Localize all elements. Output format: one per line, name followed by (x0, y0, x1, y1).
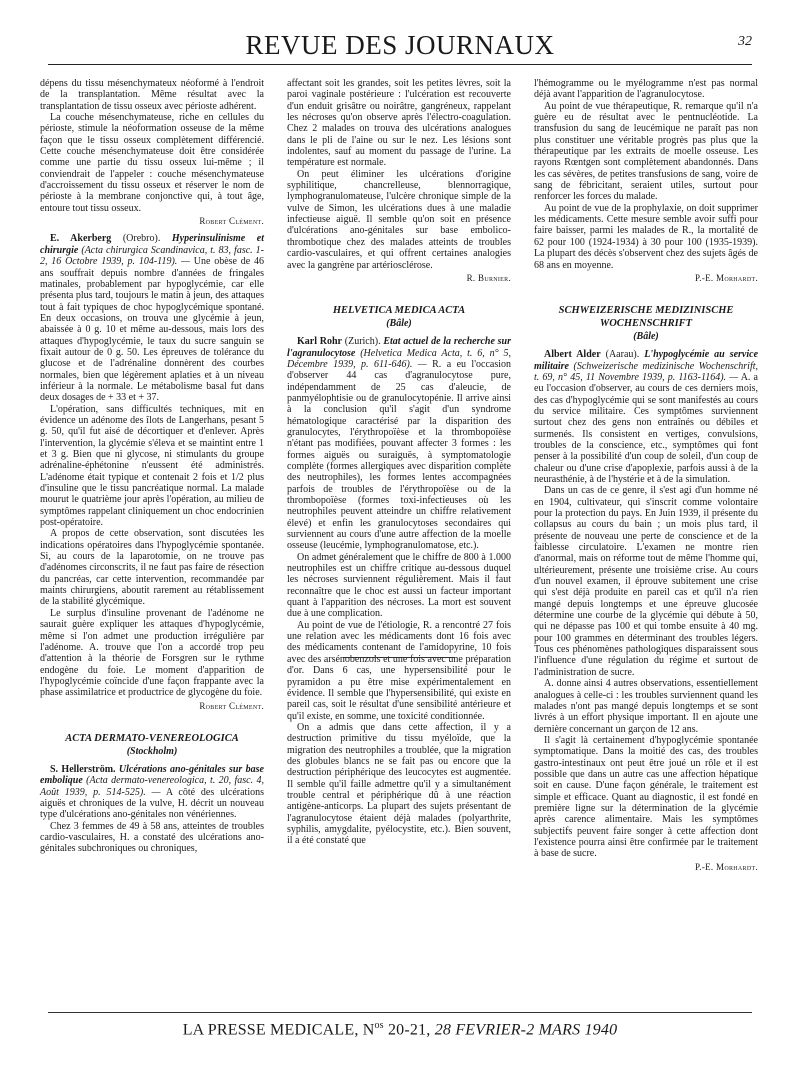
paragraph: Au point de vue de la prophylaxie, on doit supprimer les médicaments. Cette mesure semble avoir suffi pour faire baisser, parmi les malades de R., la mortalité de 62 pour 100 (1924-1934) à 30 pour 100 (1935-1939). La plupart des décès s'observent chez des sujets âgés de 68 ans en moyenne. (534, 202, 758, 271)
article-reference: (Helvetica Medica Acta, t. 6, n° 5, Décembre 1939, p. 611-646). — (287, 347, 511, 370)
article-reference: (Schweizerische medizinische Wochenschrift, t. 69, n° 45, 11 Novembre 1939, p. 1163-1164). — (534, 360, 758, 383)
section-title: ACTA DERMATO-VENEREOLOGICA (65, 732, 239, 744)
footer-rule (48, 1012, 752, 1013)
paragraph: Au point de vue thérapeutique, R. remarque qu'il n'a guère eu de résultat avec le pentnucléotide. La transfusion du sang de leucémique ne paraît pas non plus constituer une véritable progrès pas plus que la thérapeutique par les extraits de moelle osseuse. Les rayons Rœntgen sont complètement abandonnés. Dans les cas sévères, de petites transfusions de sang, voire de sang de fébricitant, seraient utiles, surtout pour renforcer les forces du malade. (534, 100, 758, 203)
article-text: A. a eu l'occasion d'observer, au cours de ces derniers mois, des cas d'hypoglycémie qui se sont manifestés au cours du service militaire. Ces symptômes surviennent surtout chez des gens non entraînés ou débiles et surmenés. Ils consistent en vertiges, convulsions, troubles de la conscience, etc., symptômes qui font penser à la possibilité d'un coup de soleil, d'un coup de chaleur ou d'une crise d'apoplexie, parfois aussi à de la neurasthénie, à de l'hystérie et à de la simulation. (534, 371, 758, 485)
paragraph: L'opération, sans difficultés techniques, mit en évidence un adénome des îlots de Langerhans, pesant 5 g. 50, qu'il fut aisé de décortiquer et d'enlever. Après l'intervention, la glycémie s'éleva et se maintint entre 1 et 3 g. Bien que ni glycose, ni stimulants du groupe adrénaline-éphétonine n'eussent été administrés. L'adénome était typique et contenait 2 fois et 1/2 plus d'insuline que le tissu pancréatique normal. La malade mourut le quatrième jour après l'opération, au milieu de symptômes rappelant cliniquement un choc endocrinien post-opératoire. (40, 403, 264, 529)
article-text: Une obèse de 46 ans souffrait depuis nombre d'années de fringales matinales, probablement par hypoglycémie, car elle présenta plus tard, toujours le matin à jeun, des attaques tout à fait typiques de choc hypoglycémique spontané. En deux occasions, on trouva une glycémie à jeun, abaissée à 0 g. 10 et même au-dessous, mais lors des attaques d'hypoglycémie, le taux du sucre sanguin se fixait autour de 0 g. 50. Les épreuves de tolérance du glucose et de l'adrénaline donnèrent des courbes normales, bien que légèrement aplaties et à un niveau inférieur à la normale. Le métabolisme basal fut dans deux dosages de + 33 et + 37. (40, 256, 264, 404)
page-number: 32 (738, 34, 752, 49)
paragraph: Chez 3 femmes de 49 à 58 ans, atteintes de troubles cardio-vasculaires, H. a constaté des ulcérations ano-génitales subchroniques ou chroniques, (40, 820, 264, 855)
footer-issue-number: 20-21, (383, 1021, 431, 1039)
paragraph: A. donne ainsi 4 autres observations, essentiellement analogues à celle-ci : les troubles surviennent quand les malades n'ont pas mangé depuis longtemps et se sont livrés à un effort physique important. Il en ajoute une dernière concernant un garçon de 12 ans. (534, 678, 758, 735)
section-city: (Stockholm) (126, 745, 178, 757)
page-header (48, 26, 752, 65)
paragraph: l'hémogramme ou le myélogramme n'est pas normal déjà avant l'apparition de l'agranulocytose. (534, 78, 758, 101)
paragraph: On a admis que dans cette affection, il y a destruction primitive du tissu myéloïde, que la migration des neutrophiles a troublée, que la migration des globules blancs ne se fait pas ou encore que la destruction périphérique des leucocytes est augmentée. Il semble qu'il faille admettre qu'il y a simultanément trouble central et périphérique dû à une réaction antigène-anticorps. La plupart des sujets présentant de l'agranulocytose étaient déjà malades (polyarthrite, syphilis, amygdalite, pyélocystite, etc.). Bien souvent, il a été constaté que (287, 721, 511, 847)
paragraph: Il s'agit là certainement d'hypoglycémie spontanée symptomatique. Dans la moitié des cas, des troubles gastro-intestinaux ont peut être joué un rôle et il est possible que dans un autre cas une affection hépatique soit en cause. D'une façon générale, le traitement est simple et efficace. Quant au diagnostic, il est fondé en première ligne sur la détermination de la glycémie après carence alimentaire. Mais les symptômes subjectifs peuvent faire songer à cette affection dont l'existence pourra ainsi être confirmée par le traitement à base de sucre. (534, 734, 758, 860)
article-place: (Zurich). (344, 336, 381, 348)
paragraph: On admet généralement que le chiffre de 800 à 1.000 neutrophiles est un chiffre critique au-dessous duquel les nécroses surviennent régulièrement. Mais il faut reconnaître que le choc est aussi un facteur important quant à l'apparition des nécroses. La mort est souvent due à une complication. (287, 551, 511, 620)
section-title: SCHWEIZERISCHE MEDIZINISCHE WOCHENSCHRIFT (558, 305, 734, 330)
article-columns (40, 78, 759, 872)
paragraph: affectant soit les grandes, soit les petites lèvres, soit la paroi vaginale postérieure : l'ulcération est recouverte d'un enduit grisâtre ou noirâtre, gangréneux, rappelant les nécroses qu'on observe après l'électro-coagulation. Chez 2 malades on trouva des ulcérations analogues dans le pli de l'aine ou sur le nez. Les lésions sont indolentes, sauf au moment du passage de l'urine. La température est normale. (287, 78, 511, 169)
footer-issue-sup: os (374, 1020, 384, 1031)
article-hellerstrom (40, 764, 264, 821)
article-reference: (Acta dermato-venereologica, t. 20, fasc. 4, Août 1939, p. 514-525). — (40, 775, 264, 798)
article-title: Hyperinsulinisme et chirurgie (40, 233, 265, 256)
article-author: Albert Alder (544, 349, 601, 361)
author-signature: R. Burnier. (466, 272, 511, 283)
paragraph: dépens du tissu mésenchymateux néoformé à l'endroit de la transplantation. Même résultat avec la transplantation de tissu osseux avec périoste adhérent. (40, 78, 264, 112)
article-text: A côté des ulcérations aiguës et chroniques de la vulve, H. décrit un nouveau type d'ulcérations ano-génitales non vénériennes. (40, 786, 265, 821)
paragraph: On peut éliminer les ulcérations d'origine syphilitique, chancrelleuse, blennorragique, lymphogranulomateuse, l'ulcère chronique simple de la vulve de Simon, les ulcérations dues à une maladie infectieuse aiguë. Il semble qu'on soit en présence d'ulcérations ano-génitales sur base embolico-thrombotique chez des malades atteints de troubles cardio-vasculaires, et qui offrent certaines analogies avec la gangrène par artériosclérose. (287, 168, 511, 271)
paragraph: Au point de vue de l'étiologie, R. a rencontré 27 fois une relation avec les médicaments dont 16 fois avec des médicaments contenant de l'amidopyrine, 10 fois avec des arsénobenzols et une fois avec une préparation d'or. Dans 6 cas, une hypersensibilité pour le pyramidon a pu être mise expérimentalement en évidence. Il semble que l'hypersensibilité, qui existe en pareil cas, soit le résultat d'une sensibilité antérieure et qu'il existe, en somme, une toxicité conditionnée. (287, 619, 511, 722)
article-author: S. Hellerström. (50, 763, 116, 775)
article-reference: (Acta chirurgica Scandinavica, t. 83, fasc. 1-2, 16 Octobre 1939, p. 104-119). — (40, 244, 265, 268)
article-title: Etat actuel de la recherche sur l'agranulocytose (287, 336, 512, 359)
journal-title: REVUE DES JOURNAUX (245, 30, 555, 60)
article-title: L'hypoglycémie au service militaire (534, 349, 759, 372)
footer-date: 28 FEVRIER-2 MARS 1940 (430, 1021, 618, 1039)
article-text: R. a eu l'occasion d'observer 44 cas d'agranulocytose pure, indépendamment de 25 cas d'aleucie, de panmyélophtisie ou de granulocytopénie. Il arrive ainsi à la conclusion qu'il s'agit d'un syndrome hématologique caractérisé par la disparition des granulocytes, l'érythropoïèse et la thrombopoïèse n'étant pas modifiées, pouvant affecter 3 formes : les formes aiguës ou suraiguës, à symptomatologie complète (formes allergiques avec disparition complète des neutrophiles), les formes lentes accompagnées parfois de troubles de l'érythropoïèse ou de la thrombopoïèse (formes toxi-infectieuses où les neutrophiles peuvent atteindre un chiffre relativement élevé) et enfin les granulocytoses secondaires qui surviennent au cours d'une autre affection de la moelle osseuse (leucémie, lymphogranulomatose, etc.). (287, 358, 511, 552)
author-signature: P.-E. Morhardt. (694, 861, 758, 872)
column-end-rule (343, 657, 455, 658)
footer-journal: LA PRESSE MEDICALE, N (182, 1021, 375, 1039)
article-alder (534, 349, 758, 485)
column-2 (287, 78, 512, 847)
paragraph: Le surplus d'insuline provenant de l'adénome ne saurait guère expliquer les attaques d'hypoglycémie, même si l'on admet une production irrégulière par l'adénome. A. trouve que l'on a accordé trop peu d'attention à la théorie de Forsgren sur le rythme endogène du foie. Le moment d'apparition de l'hypoglycémie coïncide d'une façon frappante avec la phase assimilatrice et productrice de glycogène du foie. (40, 607, 264, 699)
article-author: E. Akerberg (50, 233, 112, 245)
paragraph: A propos de cette observation, sont discutées les indications opératoires dans l'hypoglycémie spontanée. Si, au cours de la laparotomie, on ne trouve pas d'adénomes circonscrits, il ne faut pas faire de résection du pancréas, car cette intervention, recommandée par maints chirurgiens, aboutit rarement au rétablissement de la stabilité glycémique. (40, 528, 264, 608)
author-signature: Robert Clément. (199, 216, 264, 227)
column-1 (40, 78, 265, 855)
section-city: (Bâle) (633, 331, 659, 343)
article-place: (Orebro). (122, 233, 161, 245)
author-signature: Robert Clément. (199, 700, 264, 711)
column-3 (534, 78, 759, 872)
paragraph: Dans un cas de ce genre, il s'est agi d'un homme né en 1904, cultivateur, qui s'inscrit comme volontaire pour la protection du pays. En Juin 1939, il présente du collapsus au cours du bain ; un mois plus tard, il présente de nouveau une perte de conscience et de la faiblesse circulatoire. L'examen ne montre rien d'anormal, mais on réforme tout de même l'homme qui, ultérieurement, présente une troisième crise. Au cours d'un nouvel examen, il éprouve subitement une crise qui s'est déjà produite en pareil cas et qu'il n'a rien mangé depuis longtemps et une épreuve glucosée détermine une courbe de la glycémie qui débute à 50, qui ne dépasse pas 100 et qui tombe ensuite à 40 mg. pour 100 grammes en déterminant des troubles légers. Tous ces phénomènes pathologiques disparaissent sous l'influence d'une régulation du régime et surtout de l'administration de sucre. (534, 485, 758, 678)
section-city: (Bâle) (386, 318, 412, 330)
article-akerberg (40, 233, 264, 403)
author-signature: P.-E. Morhardt. (694, 272, 758, 283)
article-place: (Aarau). (605, 349, 640, 361)
paragraph: La couche mésenchymateuse, riche en cellules du périoste, stimule la néoformation osseuse de la même façon que le tissu osseux complètement différencié. Cette couche mésenchymateuse doit être considérée comme une partie du tissu osseux lui-même ; il conviendrait de l'appeler : couche mésenchymateuse d'accroissement du tissu osseux et réserver le nom de périoste à la membrane conjonctive qui, à tout âge, entoure tout tissu osseux. (40, 112, 264, 214)
article-author: Karl Rohr (297, 336, 342, 348)
article-rohr (287, 336, 511, 552)
article-title: Ulcérations ano-génitales sur base embolique (40, 763, 265, 787)
section-title: HELVETICA MEDICA ACTA (332, 305, 466, 317)
page-footer (48, 1016, 752, 1040)
